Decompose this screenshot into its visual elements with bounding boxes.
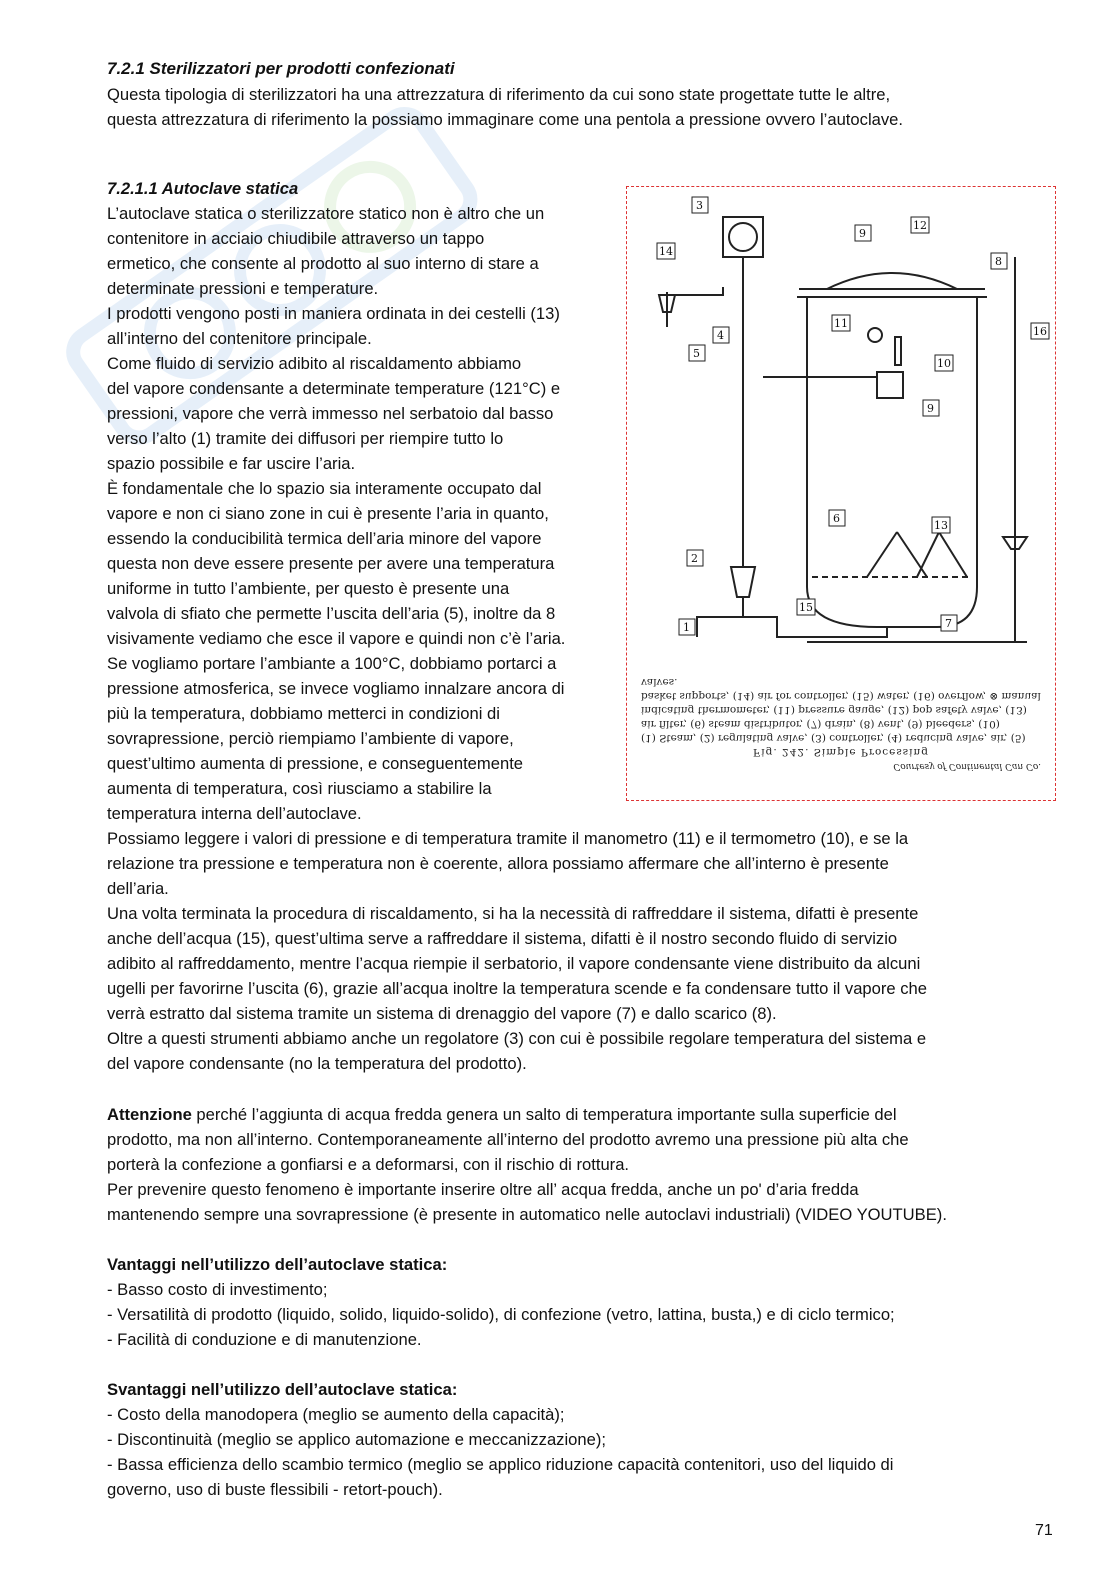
label-11-text: 11 [834, 317, 848, 330]
text-line: uniforme in tutto l’ambiente, per questo è presente una [107, 579, 510, 598]
text-line: spazio possibile e far uscire l’aria. [107, 454, 356, 473]
intro-line: questa attrezzatura di riferimento la possiamo immaginare come una pentola a pressione ovvero l’autoclave. [107, 110, 903, 129]
label-2-text: 2 [691, 552, 698, 565]
label-15-text: 15 [799, 601, 813, 614]
section-intro [107, 82, 1047, 132]
label-14 [657, 243, 675, 259]
text-line: del vapore condensante a determinate temperature (121°C) e [107, 379, 561, 398]
attention-paragraph [107, 1102, 1047, 1227]
text-line: all’interno del contenitore principale. [107, 329, 372, 348]
text-line: pressioni, vapore che verrà immesso nel serbatoio dal basso [107, 404, 554, 423]
text-line: aumenta di temperatura, così riusciamo a stabilire la [107, 779, 492, 798]
bleeder-box [877, 372, 903, 398]
label-11 [832, 315, 850, 331]
text-line: più la temperatura, dobbiamo metterci in condizioni di [107, 704, 500, 723]
label-8-text: 8 [995, 255, 1002, 268]
label-14-text: 14 [659, 245, 673, 258]
text-line: questa non deve essere presente per avere una temperatura [107, 554, 555, 573]
label-13 [932, 517, 950, 533]
label-5-text: 5 [693, 347, 700, 360]
label-12-text: 12 [913, 219, 927, 232]
label-9b [923, 400, 939, 416]
figure-caption [641, 675, 1041, 773]
text-line: prodotto, ma non all’interno. Contemporaneamente all’interno del prodotto avremo una pressione più alta che [107, 1130, 909, 1149]
label-10-text: 10 [937, 357, 951, 370]
label-6-text: 6 [833, 512, 840, 525]
text-line: Se vogliamo portare l’ambiante a 100°C, dobbiamo portarci a [107, 654, 557, 673]
page-number: 71 [1035, 1522, 1053, 1539]
label-3-text: 3 [696, 199, 703, 212]
text-line: Oltre a questi strumenti abbiamo anche un regolatore (3) con cui è possibile regolare temperatura del sistema e [107, 1029, 927, 1048]
label-12 [911, 217, 929, 233]
controller-dial [729, 223, 757, 251]
text-line: contenitore in acciaio chiudibile attraverso un tappo [107, 229, 485, 248]
list-item: - Discontinuità (meglio se applico automazione e meccanizzazione); [107, 1430, 606, 1449]
text-line: anche dell’acqua (15), quest’ultima serve a raffreddare il sistema, difatti è il nostro secondo fluido di servizio [107, 929, 898, 948]
label-7-text: 7 [945, 617, 952, 630]
label-15 [797, 599, 815, 615]
text-line: I prodotti vengono posti in maniera ordinata in dei cestelli (13) [107, 304, 560, 323]
text-line: ermetico, che consente al prodotto al suo interno di stare a [107, 254, 539, 273]
text-line: verrà estratto dal sistema tramite un sistema di drenaggio del vapore (7) e dallo scarico (8). [107, 1004, 777, 1023]
text-line: È fondamentale che lo spazio sia interamente occupato dal [107, 479, 542, 498]
advantages-list [107, 1252, 1047, 1352]
attention-text: perché l’aggiunta di acqua fredda genera un salto di temperatura importante sulla superficie del [191, 1105, 897, 1124]
pressure-gauge [868, 328, 882, 342]
text-line: L’autoclave statica o sterilizzatore statico non è altro che un [107, 204, 545, 223]
figure-caption-text: (1) Steam, (2) regulating valve, (3) controller, (4) reducing valve, air, (5) air filter, (6) steam distributor, (7) drain, (8) vent, (9) bleeders, (10) indicating thermometer, (11) pressure gauge, (12) pop safety valve, (13) basket supports, (14) air for controller, (15) water, (16) overflow, ⊗ manual valves. [641, 676, 1041, 744]
text-line: verso l’alto (1) tramite dei diffusori per riempire tutto lo [107, 429, 504, 448]
disadvantages-list [107, 1377, 1047, 1502]
label-13-text: 13 [934, 519, 948, 532]
section-title: 7.2.1 Sterilizzatori per prodotti confezionati [107, 59, 455, 78]
label-4 [713, 327, 729, 343]
list-item: - Costo della manodopera (meglio se aumento della capacità); [107, 1405, 565, 1424]
label-9 [855, 225, 871, 241]
list-item: - Facilità di conduzione e di manutenzione. [107, 1330, 422, 1349]
text-line: visivamente vediamo che esce il vapore e quindi non c’è l’aria. [107, 629, 566, 648]
text-line: dell’aria. [107, 879, 169, 898]
label-3 [692, 197, 708, 213]
text-line: pressione atmosferica, se invece vogliamo innalzare ancora di [107, 679, 565, 698]
text-line: Come fluido di servizio adibito al riscaldamento abbiamo [107, 354, 522, 373]
text-line: Una volta terminata la procedura di riscaldamento, si ha la necessità di raffreddare il sistema, difatti è presente [107, 904, 919, 923]
figure-courtesy: Courtesy of Continental Can Co. [893, 761, 1041, 771]
text-line: quest’ultimo aumenta di pressione, e conseguentemente [107, 754, 524, 773]
label-16 [1031, 323, 1049, 339]
text-line: Per prevenire questo fenomeno è importante inserire oltre all’ acqua fredda, anche un po' d’aria fredda [107, 1180, 859, 1199]
text-line: vapore e non ci siano zone in cui è presente l’aria in quanto, [107, 504, 549, 523]
label-6 [829, 510, 845, 526]
list-item: - Bassa efficienza dello scambio termico (meglio se applico riduzione capacità contenitori, uso del liquido di [107, 1455, 894, 1474]
label-2 [687, 550, 703, 566]
autoclave-continuation [107, 826, 1047, 1076]
text-line: valvola di sfiato che permette l’uscita dell’aria (5), inoltre da 8 [107, 604, 556, 623]
label-4-text: 4 [717, 329, 724, 342]
attention-label: Attenzione [107, 1105, 192, 1124]
list-item: governo, uso di buste flessibili - retort-pouch). [107, 1480, 443, 1499]
list-item: - Versatilità di prodotto (liquido, solido, liquido-solido), di confezione (vetro, lattina, busta,) e di ciclo termico; [107, 1305, 895, 1324]
air-filter [659, 292, 675, 327]
text-line: determinate pressioni e temperature. [107, 279, 379, 298]
thermometer [895, 337, 901, 365]
vessel-lid [797, 273, 987, 297]
autoclave-description [107, 201, 627, 826]
figure-title: Fig. 242. Simple Processing [752, 746, 929, 758]
text-line: adibito al raffreddamento, mentre l’acqua riempie il serbatorio, il vapore condensante viene distribuito da alcuni [107, 954, 921, 973]
text-line: porterà la confezione a gonfiarsi e a deformarsi, con il rischio di rottura. [107, 1155, 630, 1174]
list-item: - Basso costo di investimento; [107, 1280, 328, 1299]
label-7 [941, 615, 957, 631]
text-line: ugelli per favorirne l’uscita (6), grazie all’acqua inoltre la temperatura scende e fa condensare tutto il vapore che [107, 979, 927, 998]
label-9-text: 9 [859, 227, 866, 240]
text-line: temperatura interna dell’autoclave. [107, 804, 362, 823]
disadvantages-title: Svantaggi nell’utilizzo dell’autoclave statica: [107, 1380, 458, 1399]
text-line: mantenendo sempre una sovrapressione (è presente in automatico nelle autoclavi industriali) (VIDEO YOUTUBE). [107, 1205, 947, 1224]
autoclave-diagram [626, 186, 1056, 801]
text-line [107, 1102, 1047, 1127]
text-line: essendo la conducibilità termica dell’aria minore del vapore [107, 529, 542, 548]
intro-line: Questa tipologia di sterilizzatori ha una attrezzatura di riferimento da cui sono state progettate tutte le altre, [107, 85, 891, 104]
label-1 [679, 619, 695, 635]
label-8 [991, 253, 1007, 269]
text-line: Possiamo leggere i valori di pressione e di temperatura tramite il manometro (11) e il termometro (10), e se la [107, 829, 909, 848]
label-5 [689, 345, 705, 361]
advantages-title: Vantaggi nell’utilizzo dell’autoclave statica: [107, 1255, 448, 1274]
subsection-title: 7.2.1.1 Autoclave statica [107, 179, 299, 198]
label-1-text: 1 [683, 621, 690, 634]
text-line: del vapore condensante (no la temperatura del prodotto). [107, 1054, 527, 1073]
regulating-valve [731, 567, 755, 597]
text-line: sovrapressione, perciò riempiamo l’ambiente di vapore, [107, 729, 514, 748]
label-10 [935, 355, 953, 371]
basket-triangles [867, 532, 967, 577]
text-line: relazione tra pressione e temperatura non è coerente, allora possiamo affermare che all’interno è presente [107, 854, 889, 873]
label-16-text: 16 [1033, 325, 1047, 338]
label-9b-text: 9 [927, 402, 934, 415]
